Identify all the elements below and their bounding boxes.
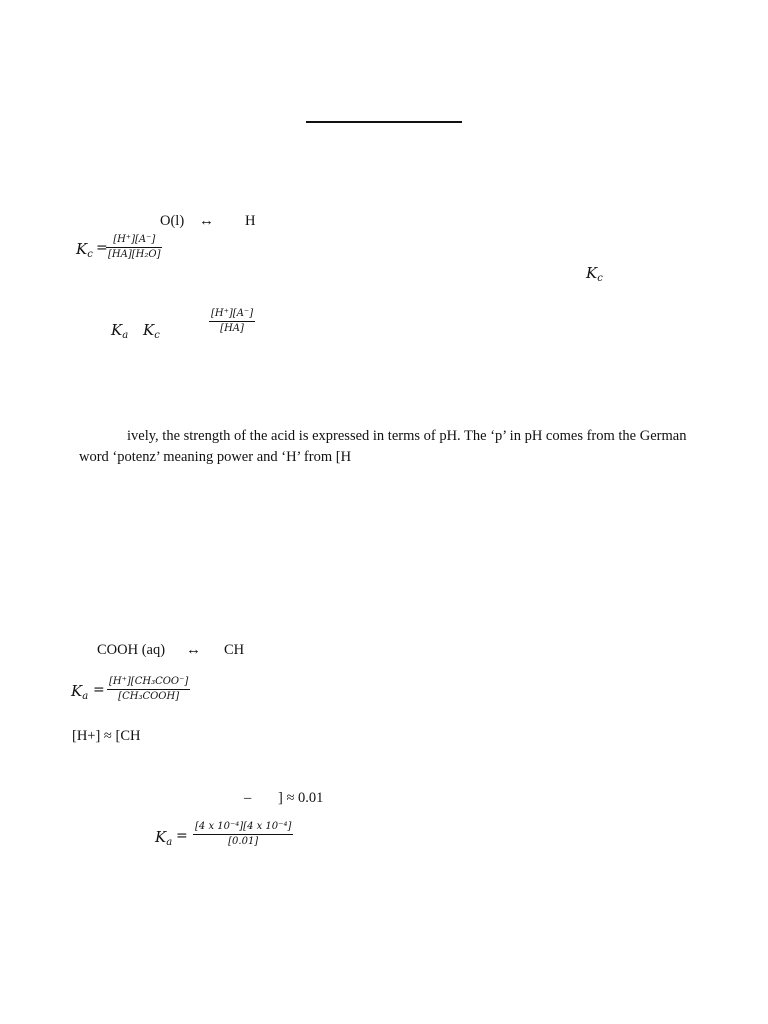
ka-symbol: $K_a$ bbox=[111, 321, 129, 341]
paragraph-line-2: word ‘potenz’ meaning power and ‘H’ from [H bbox=[79, 449, 352, 465]
ka-acetic-denominator: [CH₃COOH] bbox=[118, 691, 180, 702]
ka-relation-denominator: [HA] bbox=[220, 323, 244, 334]
acetic-product: CH bbox=[224, 642, 245, 658]
ka-calc-equals: = bbox=[176, 828, 188, 844]
approx-dash: – bbox=[244, 790, 252, 806]
ka-acetic-equals: = bbox=[93, 682, 105, 698]
kc-fraction bbox=[106, 234, 162, 261]
title-underline bbox=[306, 121, 462, 123]
kc-right-symbol: $K_c$ bbox=[586, 264, 603, 284]
kc-symbol: $K_c$ bbox=[76, 240, 93, 260]
ka-acetic-fraction bbox=[107, 676, 190, 703]
ka-calc-symbol: $K_a$ bbox=[155, 828, 173, 848]
ka-relation-numerator: [H⁺][A⁻] bbox=[211, 308, 254, 319]
ka-relation-fraction bbox=[209, 308, 255, 335]
kc-numerator: [H⁺][A⁻] bbox=[113, 234, 156, 245]
equilibrium-product: H bbox=[245, 213, 256, 229]
approx-value: ] ≈ 0.01 bbox=[278, 790, 324, 806]
acetic-arrow: ↔ bbox=[186, 642, 201, 658]
acetic-reactant: COOH (aq) bbox=[97, 642, 166, 658]
ka-calc-fraction bbox=[193, 821, 293, 848]
equilibrium-arrow: ↔ bbox=[199, 213, 214, 229]
approx-line: [H+] ≈ [CH bbox=[72, 728, 141, 744]
ka-calc-denominator: [0.01] bbox=[228, 836, 259, 847]
paragraph-line-1: ively, the strength of the acid is expressed in terms of pH. The ‘p’ in pH comes from the German bbox=[127, 428, 687, 444]
kc-denominator: [HA][H₂O] bbox=[108, 249, 161, 260]
ka-acetic-symbol: $K_a$ bbox=[71, 682, 89, 702]
kc-equals: = bbox=[96, 240, 108, 256]
kc-symbol-2: $K_c$ bbox=[143, 321, 160, 341]
ka-calc-numerator: [4 x 10⁻⁴][4 x 10⁻⁴] bbox=[195, 821, 292, 832]
equilibrium-reactant: O(l) bbox=[160, 213, 185, 229]
ka-acetic-numerator: [H⁺][CH₃COO⁻] bbox=[109, 676, 189, 687]
